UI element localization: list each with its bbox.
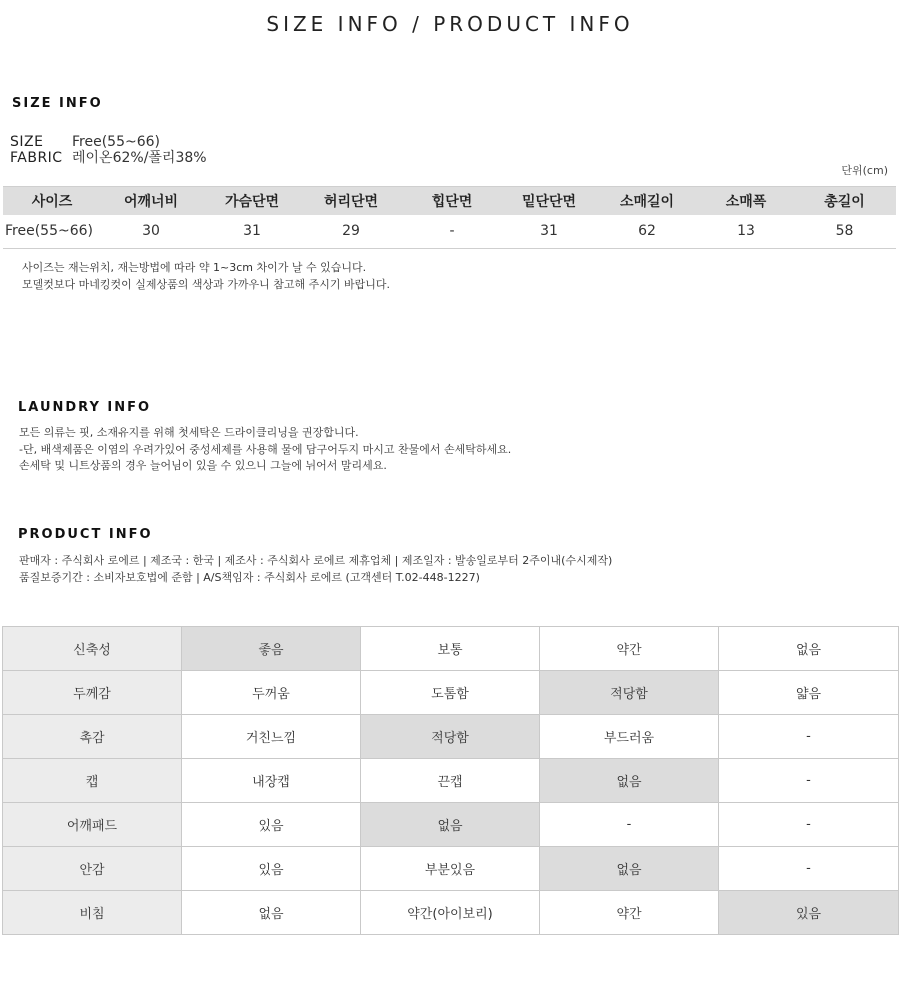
- feel-option: 있음: [182, 847, 361, 891]
- feel-option: 있음: [182, 803, 361, 847]
- feel-option: -: [719, 759, 899, 803]
- size-table-cell: 31: [203, 215, 301, 249]
- size-table-header: 허리단면: [301, 187, 401, 215]
- feel-option: 얇음: [719, 671, 899, 715]
- size-table-header: 총길이: [793, 187, 896, 215]
- size-table-cell: 29: [301, 215, 401, 249]
- feel-option: 약간: [540, 891, 719, 935]
- size-table-header: 가슴단면: [203, 187, 301, 215]
- feel-option: 없음: [182, 891, 361, 935]
- feel-option: 약간: [540, 627, 719, 671]
- table-row: [3, 671, 899, 715]
- product-note-line: 판매자 : 주식회사 로에르 | 제조국 : 한국 | 제조사 : 주식회사 로에르 제휴업체 | 제조일자 : 발송일로부터 2주이내(수시제작): [19, 554, 613, 567]
- size-table-cell: 30: [99, 215, 203, 249]
- size-info-heading: SIZE INFO: [12, 96, 103, 111]
- laundry-note-line: 모든 의류는 핏, 소재유지를 위해 첫세탁은 드라이클리닝을 권장합니다.: [19, 426, 359, 439]
- product-info-heading: PRODUCT INFO: [18, 527, 153, 542]
- size-table-header: 힙단면: [401, 187, 503, 215]
- laundry-note-line: 손세탁 및 니트상품의 경우 늘어님이 있을 수 있으니 그늘에 뉘어서 말리세요.: [19, 459, 387, 472]
- feel-row-label: 캡: [3, 759, 182, 803]
- size-label: SIZE: [10, 134, 44, 150]
- size-table-header: 어깨너비: [99, 187, 203, 215]
- feel-option-selected: 없음: [361, 803, 540, 847]
- feel-option: -: [719, 803, 899, 847]
- size-table-header: 사이즈: [3, 187, 99, 215]
- size-table-cell: -: [401, 215, 503, 249]
- size-table-cell: 31: [503, 215, 595, 249]
- spec-size-row: [10, 134, 207, 150]
- size-note-line: 모델컷보다 마네킹컷이 실제상품의 색상과 가까우니 참고해 주시기 바랍니다.: [22, 277, 391, 291]
- fabric-feel-table: [2, 626, 899, 935]
- feel-option: 약간(아이보리): [361, 891, 540, 935]
- feel-row-label: 촉감: [3, 715, 182, 759]
- unit-note: 단위(cm): [841, 164, 888, 177]
- feel-option: -: [540, 803, 719, 847]
- feel-row-label: 두께감: [3, 671, 182, 715]
- laundry-note-line: -단, 배색제품은 이염의 우려가있어 중성세제를 사용해 물에 담구어두지 마시고 찬물에서 손세탁하세요.: [19, 442, 512, 456]
- table-row: [3, 891, 899, 935]
- size-table-cell: 58: [793, 215, 896, 249]
- size-table-header: 밑단단면: [503, 187, 595, 215]
- product-note-line: 품질보증기간 : 소비자보호법에 준함 | A/S책임자 : 주식회사 로에르 (고객센터 T.02-448-1227): [19, 570, 480, 584]
- laundry-info-heading: LAUNDRY INFO: [18, 400, 152, 415]
- product-notes: [19, 553, 612, 586]
- table-row: [3, 803, 899, 847]
- table-row: [3, 627, 899, 671]
- feel-option: 부드러움: [540, 715, 719, 759]
- size-table-header-row: [3, 187, 896, 215]
- size-table: [3, 186, 896, 249]
- size-note-line: 사이즈는 재는위치, 재는방법에 따라 약 1~3cm 차이가 날 수 있습니다.: [22, 261, 367, 274]
- size-table-cell: 13: [699, 215, 793, 249]
- size-table-cell: Free(55~66): [3, 215, 99, 249]
- feel-row-label: 안감: [3, 847, 182, 891]
- feel-option-selected: 없음: [540, 847, 719, 891]
- size-table-header: 소매폭: [699, 187, 793, 215]
- feel-option-selected: 적당함: [540, 671, 719, 715]
- table-row: [3, 215, 896, 249]
- feel-option: -: [719, 847, 899, 891]
- laundry-notes: [19, 425, 511, 475]
- feel-option: 보통: [361, 627, 540, 671]
- feel-option: 도톰함: [361, 671, 540, 715]
- feel-option: 두꺼움: [182, 671, 361, 715]
- feel-option: 부분있음: [361, 847, 540, 891]
- feel-option: 없음: [719, 627, 899, 671]
- feel-option-selected: 없음: [540, 759, 719, 803]
- feel-row-label: 신축성: [3, 627, 182, 671]
- page-title: SIZE INFO / PRODUCT INFO: [266, 12, 634, 36]
- feel-option-selected: 적당함: [361, 715, 540, 759]
- table-row: [3, 715, 899, 759]
- spec-block: [10, 134, 207, 166]
- feel-option: 거친느낌: [182, 715, 361, 759]
- feel-option-selected: 있음: [719, 891, 899, 935]
- feel-option: -: [719, 715, 899, 759]
- size-value: Free(55~66): [72, 134, 160, 150]
- feel-option-selected: 좋음: [182, 627, 361, 671]
- fabric-value: 레이온62%/폴리38%: [72, 150, 207, 166]
- fabric-label: FABRIC: [10, 150, 63, 166]
- feel-row-label: 비침: [3, 891, 182, 935]
- spec-fabric-row: [10, 150, 207, 166]
- feel-option: 끈캡: [361, 759, 540, 803]
- table-row: [3, 759, 899, 803]
- table-row: [3, 847, 899, 891]
- feel-row-label: 어깨패드: [3, 803, 182, 847]
- size-table-cell: 62: [595, 215, 699, 249]
- size-table-header: 소매길이: [595, 187, 699, 215]
- size-notes: [22, 260, 390, 293]
- feel-option: 내장캡: [182, 759, 361, 803]
